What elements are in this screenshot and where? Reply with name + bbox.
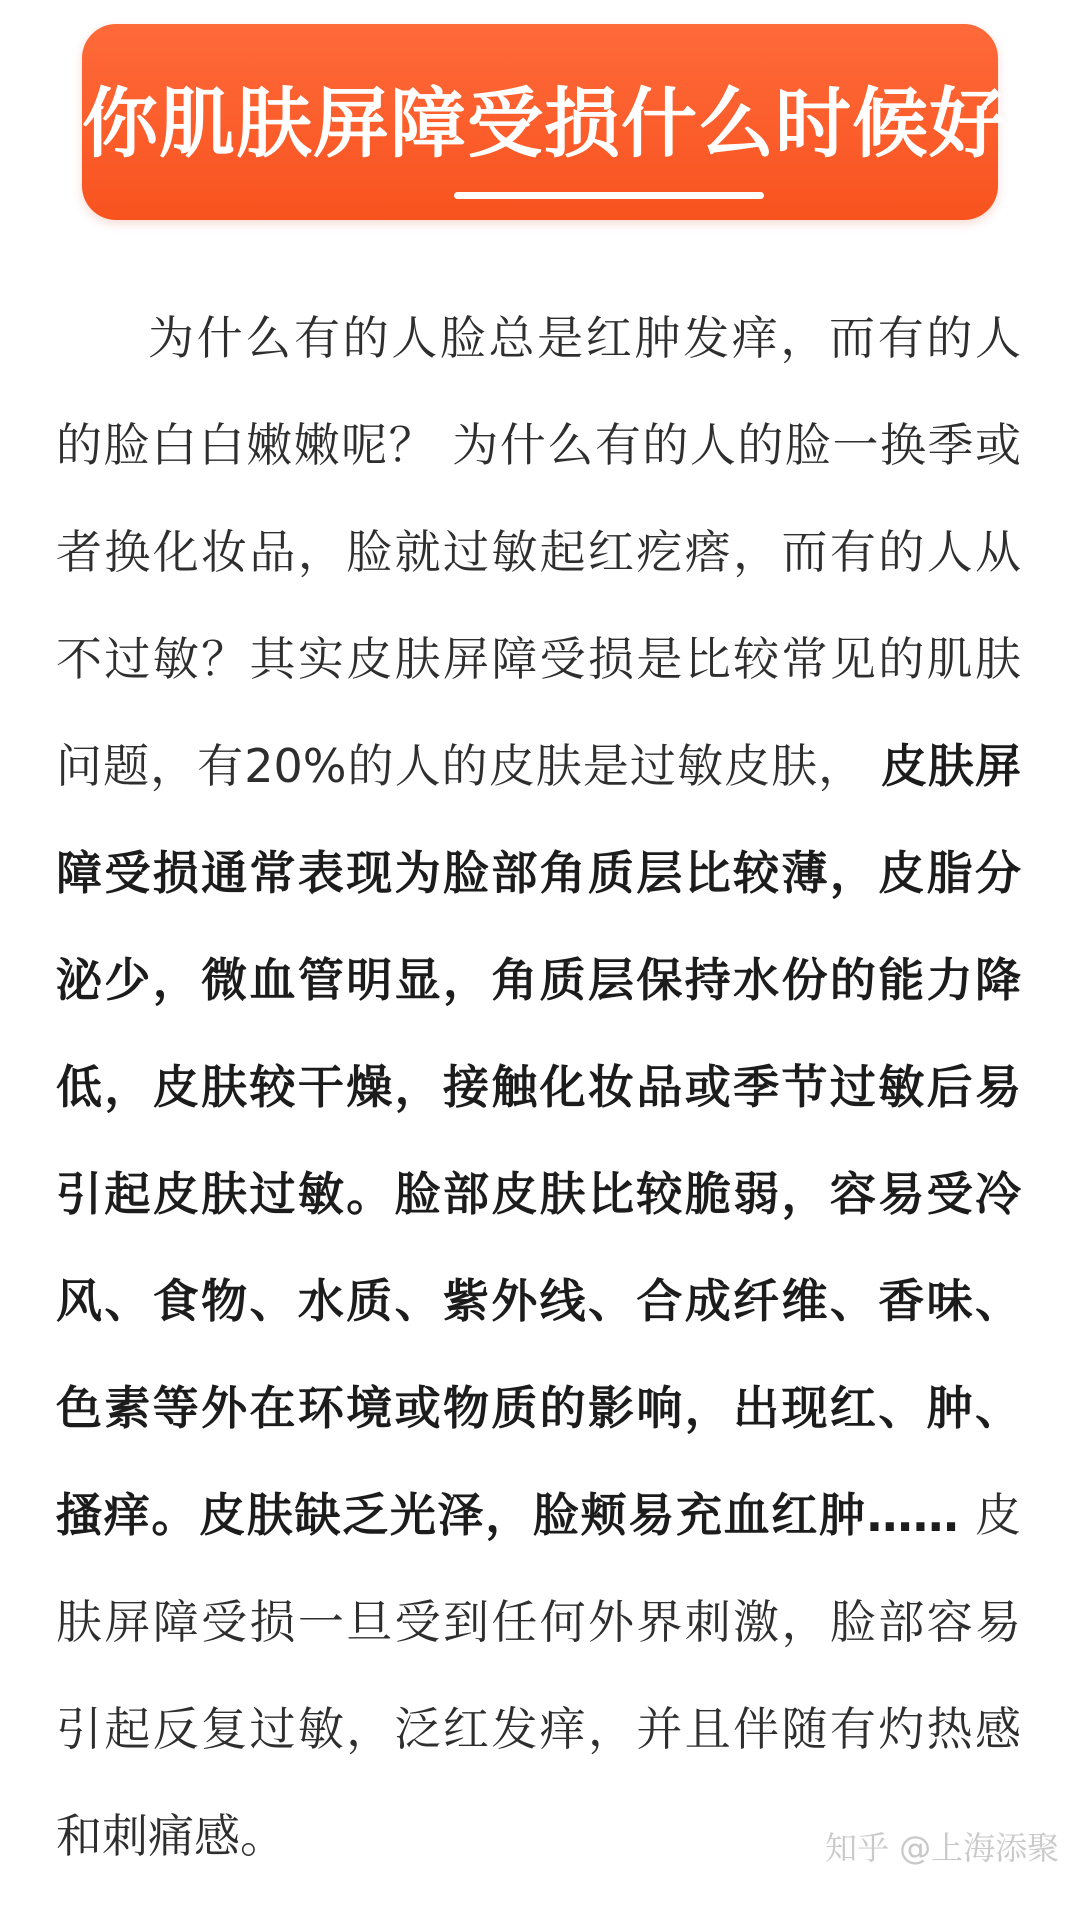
- article-intro: 为什么有的人脸总是红肿发痒，而有的人的脸白白嫩嫩呢？ 为什么有的人的脸一换季或者换化妆品，脸就过敏起红疙瘩，而有的人从不过敏？其实皮肤屏障受损是比较常见的肌肤问题，有20%的人的皮肤是过敏皮肤，: [56, 311, 1021, 793]
- banner-title: 你肌肤屏障受损什么时候好?: [82, 79, 1052, 168]
- banner-underline: [454, 192, 764, 199]
- article-conclusion: 皮肤屏障受损一旦受到任何外界刺激，脸部容易引起反复过敏，泛红发痒，并且伴随有灼热感和刺痛感。: [56, 1488, 1021, 1863]
- title-banner: [82, 24, 1052, 220]
- zhihu-watermark: 知乎 @上海添聚: [825, 1829, 1060, 1867]
- article-body: [56, 285, 1021, 1890]
- article-emphasis: 皮肤屏障受损通常表现为脸部角质层比较薄，皮脂分泌少，微血管明显，角质层保持水份的能力降低，皮肤较干燥，接触化妆品或季节过敏后易引起皮肤过敏。脸部皮肤比较脆弱，容易受冷风、食物、水质、紫外线、合成纤维、香味、色素等外在环境或物质的影响，出现红、肿、搔痒。皮肤缺乏光泽，脸颊易充血红肿……: [56, 739, 1021, 1542]
